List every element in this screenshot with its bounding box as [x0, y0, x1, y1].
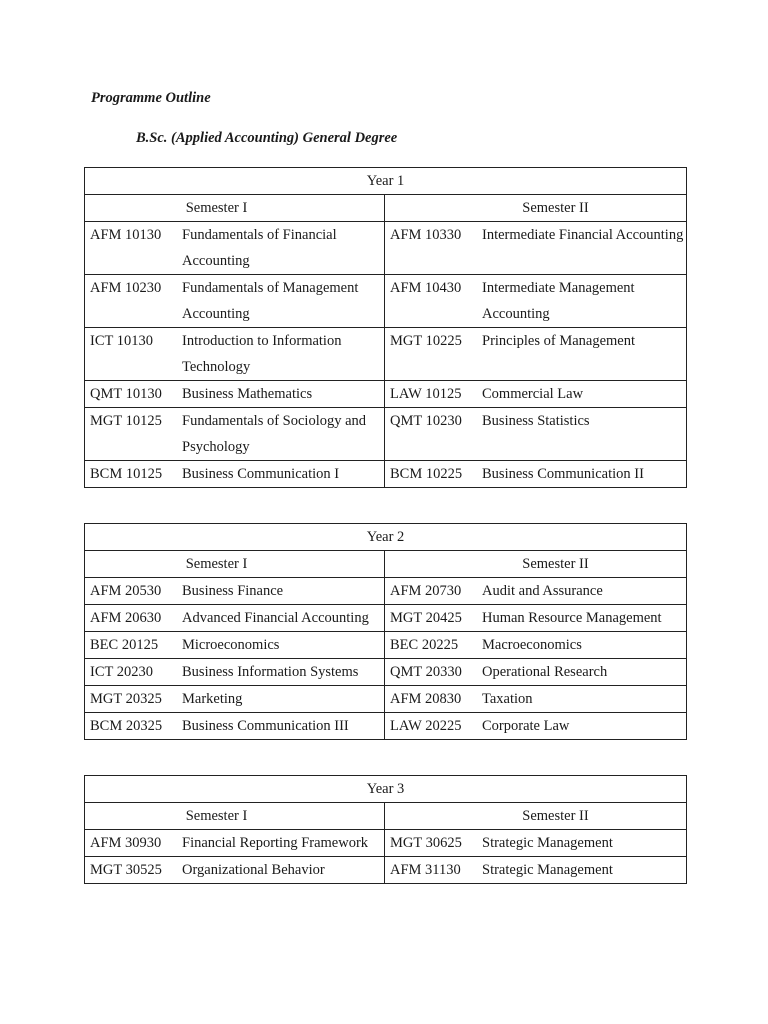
course-name: Business Statistics	[482, 413, 590, 429]
course-cell	[85, 275, 385, 328]
course-name: Business Communication I	[182, 466, 340, 482]
course-name: Microeconomics	[182, 637, 280, 653]
course-cell	[385, 605, 687, 632]
course-cell	[385, 275, 687, 328]
course-name: Financial Reporting Framework	[182, 835, 369, 851]
year-3-table	[84, 775, 687, 884]
year-heading: Year 2	[85, 524, 687, 551]
table-row	[85, 830, 687, 857]
course-name: Operational Research	[482, 664, 608, 680]
semester-1-heading: Semester I	[85, 195, 385, 222]
course-name: Corporate Law	[482, 718, 570, 734]
course-cell	[85, 857, 385, 884]
table-row	[85, 328, 687, 381]
course-name: Fundamentals of Management Accounting	[182, 280, 359, 322]
course-code: AFM 31130	[390, 862, 461, 878]
table-row	[85, 659, 687, 686]
course-name: Advanced Financial Accounting	[182, 610, 369, 626]
semester-2-heading: Semester II	[385, 551, 687, 578]
table-row	[85, 222, 687, 275]
semester-1-heading: Semester I	[85, 803, 385, 830]
course-name: Taxation	[482, 691, 533, 707]
course-name: Principles of Management	[482, 333, 636, 349]
course-code: QMT 10130	[90, 386, 162, 402]
course-code: AFM 30930	[90, 835, 162, 851]
course-cell	[385, 328, 687, 381]
table-row	[85, 686, 687, 713]
course-code: BEC 20225	[390, 637, 459, 653]
course-name: Introduction to Information Technology	[182, 333, 342, 375]
course-name: Business Communication II	[482, 466, 644, 482]
course-code: QMT 20330	[390, 664, 462, 680]
course-code: BCM 10225	[390, 466, 463, 482]
course-cell	[85, 408, 385, 461]
course-code: LAW 10125	[390, 386, 462, 402]
course-name: Marketing	[182, 691, 243, 707]
course-code: MGT 20325	[90, 691, 162, 707]
course-name: Strategic Management	[482, 835, 613, 851]
course-cell	[85, 830, 385, 857]
course-code: MGT 20425	[390, 610, 462, 626]
table-row	[85, 578, 687, 605]
course-cell	[85, 605, 385, 632]
course-name: Business Mathematics	[182, 386, 313, 402]
course-name: Fundamentals of Financial Accounting	[182, 227, 337, 269]
course-code: MGT 30525	[90, 862, 162, 878]
semester-1-heading: Semester I	[85, 551, 385, 578]
course-name: Intermediate Financial Accounting	[482, 227, 684, 243]
course-cell	[385, 632, 687, 659]
course-code: BCM 10125	[90, 466, 163, 482]
semester-2-heading: Semester II	[385, 803, 687, 830]
course-code: ICT 10130	[90, 333, 153, 349]
table-row	[85, 605, 687, 632]
course-cell	[85, 381, 385, 408]
course-cell	[385, 222, 687, 275]
course-cell	[385, 578, 687, 605]
course-name: Commercial Law	[482, 386, 584, 402]
table-row	[85, 857, 687, 884]
course-code: AFM 20730	[390, 583, 462, 599]
course-cell	[85, 713, 385, 740]
course-code: AFM 20630	[90, 610, 162, 626]
course-code: AFM 20530	[90, 583, 162, 599]
year-1-table	[84, 167, 687, 488]
course-code: ICT 20230	[90, 664, 153, 680]
course-code: AFM 10230	[90, 280, 162, 296]
course-code: LAW 20225	[390, 718, 462, 734]
table-row	[85, 632, 687, 659]
course-code: AFM 20830	[390, 691, 462, 707]
table-row	[85, 381, 687, 408]
course-name: Organizational Behavior	[182, 862, 325, 878]
course-code: MGT 10125	[90, 413, 162, 429]
course-cell	[385, 408, 687, 461]
year-2-table	[84, 523, 687, 740]
course-cell	[85, 328, 385, 381]
year-heading: Year 3	[85, 776, 687, 803]
semester-2-heading: Semester II	[385, 195, 687, 222]
course-cell	[85, 686, 385, 713]
course-code: BEC 20125	[90, 637, 159, 653]
table-row	[85, 461, 687, 488]
degree-title: B.Sc. (Applied Accounting) General Degree	[136, 130, 398, 146]
course-cell	[385, 857, 687, 884]
course-cell	[85, 222, 385, 275]
course-code: AFM 10430	[390, 280, 462, 296]
course-cell	[85, 659, 385, 686]
course-cell	[385, 381, 687, 408]
course-cell	[385, 686, 687, 713]
course-code: MGT 10225	[390, 333, 462, 349]
course-cell	[385, 659, 687, 686]
course-name: Audit and Assurance	[482, 583, 603, 599]
course-cell	[85, 632, 385, 659]
course-cell	[385, 713, 687, 740]
course-name: Intermediate Management Accounting	[482, 280, 635, 322]
table-row	[85, 275, 687, 328]
course-name: Strategic Management	[482, 862, 613, 878]
course-cell	[385, 461, 687, 488]
course-name: Business Communication III	[182, 718, 349, 734]
course-cell	[85, 461, 385, 488]
table-row	[85, 408, 687, 461]
course-name: Business Finance	[182, 583, 284, 599]
course-code: AFM 10330	[390, 227, 462, 243]
table-row	[85, 713, 687, 740]
course-cell	[385, 830, 687, 857]
course-code: QMT 10230	[390, 413, 462, 429]
course-name: Business Information Systems	[182, 664, 359, 680]
year-heading: Year 1	[85, 168, 687, 195]
course-code: MGT 30625	[390, 835, 462, 851]
course-code: AFM 10130	[90, 227, 162, 243]
course-cell	[85, 578, 385, 605]
course-name: Fundamentals of Sociology and Psychology	[182, 413, 367, 455]
course-code: BCM 20325	[90, 718, 163, 734]
course-name: Human Resource Management	[482, 610, 662, 626]
course-name: Macroeconomics	[482, 637, 582, 653]
page-title: Programme Outline	[91, 90, 211, 106]
